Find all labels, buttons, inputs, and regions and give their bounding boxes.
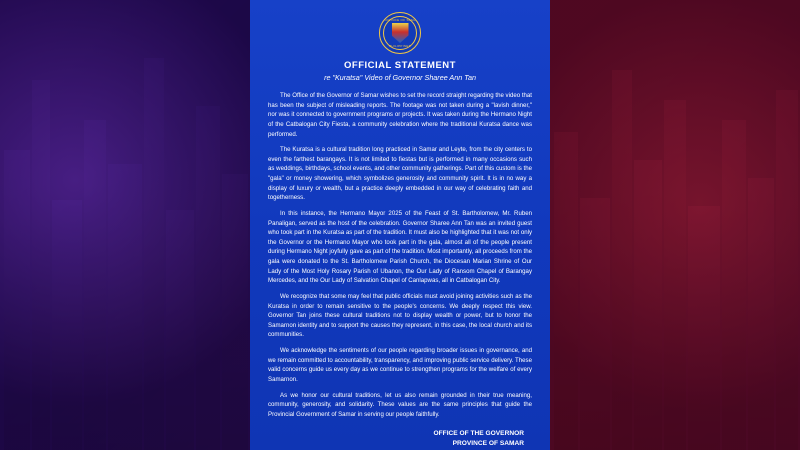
seal-top-text: PROVINCE OF SAMAR: [381, 18, 419, 22]
page-title: OFFICIAL STATEMENT: [344, 60, 456, 71]
paragraph: We recognize that some may feel that public officials must avoid joining activities such as the Kuratsa in order to remain sensitive to the people's concerns. We deeply respect this view. Governor Tan joins these cultural traditions not to display wealth or power, but to honor the Samarnon identity and to support the causes they represent, in this case, the local church and its communities.: [268, 292, 532, 339]
left-gradient-overlay: [0, 0, 250, 450]
provincial-seal-icon: [379, 12, 421, 54]
paragraph: As we honor our cultural traditions, let us also remain grounded in their true meaning, community, generosity, and solidarity. These values are the same principles that guide the Provincial Government of Samar in serving our people faithfully.: [268, 391, 532, 418]
paragraph: The Kuratsa is a cultural tradition long practiced in Samar and Leyte, from the city centers to even the farthest barangays. It is not limited to fiestas but is performed in many occasions such as weddings, birthdays, school events, and other community gatherings. Part of this custom is the "gala" or money showering, which symbolizes generosity and community spirit. It is in no way a display of luxury or wealth, but a practice deeply embedded in our way of celebrating faith and togetherness.: [268, 146, 532, 202]
statement-body: [268, 91, 532, 425]
signoff-block: [268, 429, 532, 449]
signoff-line-2: PROVINCE OF SAMAR: [452, 440, 524, 448]
statement-panel: [250, 0, 550, 450]
seal-container: [268, 12, 532, 54]
paragraph: We acknowledge the sentiments of our people regarding broader issues in governance, and we remain committed to accountability, transparency, and improving public service delivery. These valid concerns guide us every day as we continue to strengthen programs for the welfare of every Samarnon.: [268, 347, 532, 383]
page-subtitle: re "Kuratsa" Video of Governor Sharee Ann Tan: [324, 73, 476, 82]
seal-bottom-text: PHILIPPINES: [389, 44, 411, 48]
signoff-line-1: OFFICE OF THE GOVERNOR: [433, 430, 524, 438]
paragraph: In this instance, the Hermano Mayor 2025 of the Feast of St. Bartholomew, Mr. Ruben Panaligan, served as the host of the celebration. Governor Sharee Ann Tan was an invited guest who took part in the Kuratsa as part of the tradition. It must also be highlighted that it was not only the Governor or the Hermano Mayor who took part in the gala, almost all of the people present during Hermano Night joyfully gave as part of the tradition. Most importantly, all proceeds from the gala were donated to the St. Bartholomew Parish Church, the Diocesan Marian Shrine of Our Lady of the Most Holy Rosary Parish of Ubanon, the Our Lady of Ransom Chapel of Barangay Mercedes, and the Our Lady of Salvation Chapel of Canlapwas, all in Catbalogan City.: [268, 209, 532, 285]
right-gradient-overlay: [550, 0, 800, 450]
paragraph: The Office of the Governor of Samar wishes to set the record straight regarding the video that has been the subject of misleading reports. The footage was not taken during a "lavish dinner," nor was it connected to government programs or projects. It was taken during the Hermano Night of the Catbalogan City Fiesta, a community celebration where the traditional Kuratsa dance was performed.: [268, 92, 532, 138]
